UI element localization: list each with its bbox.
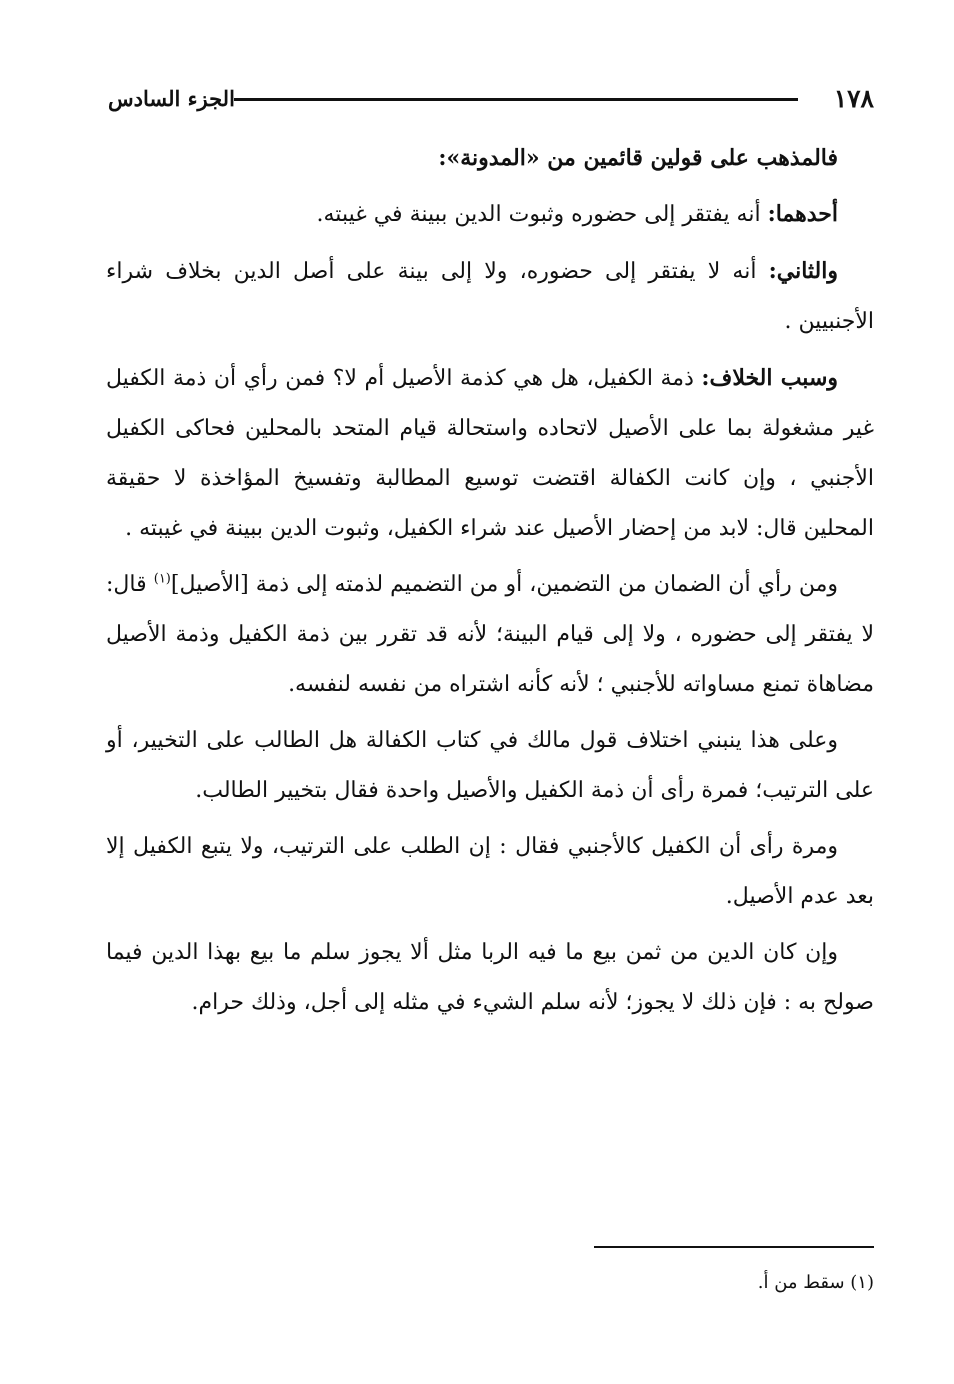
paragraph-text: أنه يفتقر إلى حضوره وثبوت الدين ببينة في غيبته. xyxy=(316,202,768,227)
paragraph-8 xyxy=(106,928,874,1028)
paragraph-text-continued: قال: لا يفتقر إلى حضوره ، ولا إلى قيام البينة؛ لأنه قد تقرر بين ذمة الكفيل وذمة الأصيل مضاهاة تمنع مساواته للأجنبي ؛ لأنه كأنه اشتراه من نفسه لنفسه. xyxy=(106,572,874,697)
paragraph-lead: والثاني: xyxy=(768,258,838,284)
paragraph-text: ومرة رأى أن الكفيل كالأجنبي فقال : إن الطلب على الترتيب، ولا يتبع الكفيل إلا بعد عدم الأصيل. xyxy=(106,834,874,909)
paragraph-5 xyxy=(106,560,874,710)
paragraph-text: فالمذهب على قولين قائمين من «المدونة»: xyxy=(438,145,838,171)
paragraph-2 xyxy=(106,189,874,240)
paragraph-4 xyxy=(106,353,874,554)
paragraph-text: ومن رأي أن الضمان من التضمين، أو من التضميم لذمته إلى ذمة [الأصيل] xyxy=(170,572,839,597)
paragraph-text: وإن كان الدين من ثمن بيع ما فيه الربا مثل ألا يجوز سلم ما بيع بهذا الدين فيما صولح به : فإن ذلك لا يجوز؛ لأنه سلم الشيء في مثله إلى أجل، وذلك حرام. xyxy=(106,940,874,1015)
paragraph-1 xyxy=(106,133,874,183)
footnote: (١) سقط من أ. xyxy=(757,1272,874,1293)
paragraph-text: أنه لا يفتقر إلى حضوره، ولا إلى بينة على أصل الدين بخلاف شراء الأجنبيين . xyxy=(106,259,874,334)
paragraph-3 xyxy=(106,246,874,347)
page-header xyxy=(108,84,874,114)
paragraph-lead: وسبب الخلاف: xyxy=(701,365,839,391)
paragraph-lead: أحدهما: xyxy=(767,201,838,227)
paragraph-text: ذمة الكفيل، هل هي كذمة الأصيل أم لا؟ فمن رأي أن ذمة الكفيل غير مشغولة بما على الأصيل لاتحاده واستحالة قيام المتحد بالمحلين فحاكى الكفيل الأجنبي ، وإن كانت الكفالة اقتضت توسيع المطالبة وتفسيخ المؤاخذة لا حقيقة المحلين قال: لابد من إحضار الأصيل عند شراء الكفيل، وثبوت الدين ببينة في غيبته . xyxy=(106,366,874,541)
running-title: الجزء السادس xyxy=(108,86,235,111)
footnote-marker: (١) xyxy=(153,571,171,587)
paragraph-7 xyxy=(106,822,874,922)
body-text xyxy=(106,133,874,1034)
paragraph-6 xyxy=(106,716,874,816)
page-number: ١٧٨ xyxy=(833,84,874,113)
header-rule xyxy=(234,98,798,101)
footnote-rule xyxy=(594,1246,874,1248)
paragraph-text: وعلى هذا ينبني اختلاف قول مالك في كتاب الكفالة هل الطالب على التخيير، أو على الترتيب؛ فمرة رأى أن ذمة الكفيل والأصيل واحدة فقال بتخيير الطالب. xyxy=(106,728,874,803)
